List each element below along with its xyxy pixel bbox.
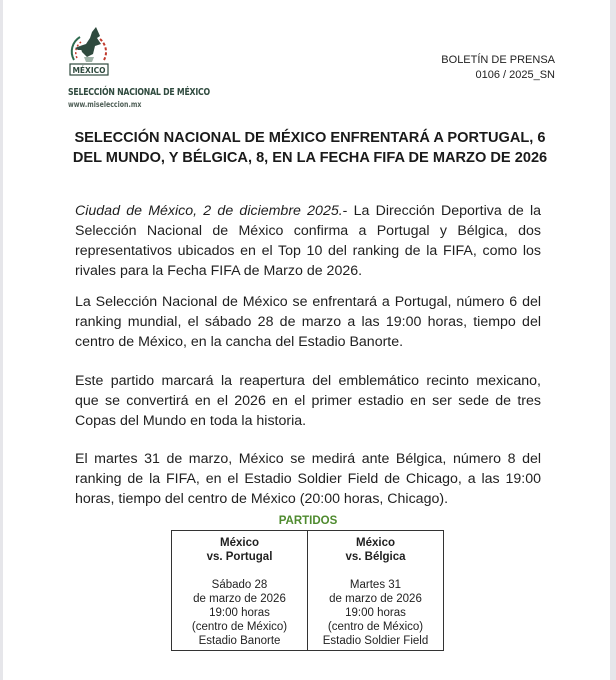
paragraph-3: Este partido marcará la reapertura del emblemático recinto mexicano, que se convertirá en el 2026 en el primer estadio en ser sede de tres Copas del Mundo en toda la historia. [75,373,541,429]
paragraph-4: El martes 31 de marzo, México se medirá ante Bélgica, número 8 del ranking de la FIFA, en el Estadio Soldier Field de Chicago, a las 19:00 horas, tiempo del centro de México (20:00 horas, Chicago). [75,451,541,507]
paragraph-1-text: - La Dirección Deportiva de la Selección Nacional de México confirma a Portugal y Bélgica, dos representativos ubicados en el Top 10 del ranking de la FIFA, como los rivales para la Fecha FIFA de Marzo de 2026. [75,203,541,279]
bulletin-info [441,53,555,83]
match-cell [172,531,307,650]
logo-text: MÉXICO [72,66,106,75]
mexico-crest-logo [66,24,112,80]
page-edge-left [0,0,3,680]
dateline: Ciudad de México, 2 de diciembre 2025. [75,203,343,219]
match-day: Martes 31 [349,579,402,591]
match-date: de marzo de 2026 [329,593,422,605]
match-team-line2: vs. Bélgica [345,551,406,563]
match-venue: Estadio Banorte [198,635,281,647]
match-cell [307,531,443,650]
match-venue: Estadio Soldier Field [322,635,429,647]
brand-name: SELECCIÓN NACIONAL DE MÉXICO [68,87,210,98]
match-team-line1: México [220,537,259,549]
headline: SELECCIÓN NACIONAL DE MÉXICO ENFRENTARÁ A PORTUGAL, 6 DEL MUNDO, Y BÉLGICA, 8, EN LA FECHA FIFA DE MARZO DE 2026 [72,130,548,166]
matches-table [171,530,444,651]
spacer [308,564,443,578]
bulletin-label: BOLETÍN DE PRENSA [441,54,555,66]
spacer [172,564,307,578]
match-time: 19:00 horas [209,607,270,619]
match-time: 19:00 horas [345,607,406,619]
page-edge-right [610,0,616,680]
paragraph-2: La Selección Nacional de México se enfrentará a Portugal, número 6 del ranking mundial, el sábado 28 de marzo a las 19:00 horas, tiempo del centro de México, en la cancha del Estadio Banorte. [75,294,541,350]
match-timezone: (centro de México) [327,621,424,633]
match-date: de marzo de 2026 [193,593,286,605]
match-team-line1: México [356,537,395,549]
bulletin-number: 0106 / 2025_SN [475,69,555,81]
match-team-line2: vs. Portugal [206,551,273,563]
paragraph-1 [75,201,541,281]
match-day: Sábado 28 [211,579,268,591]
matches-title: PARTIDOS [278,515,338,527]
match-timezone: (centro de México) [191,621,288,633]
brand-url[interactable]: www.miseleccion.mx [68,100,142,109]
